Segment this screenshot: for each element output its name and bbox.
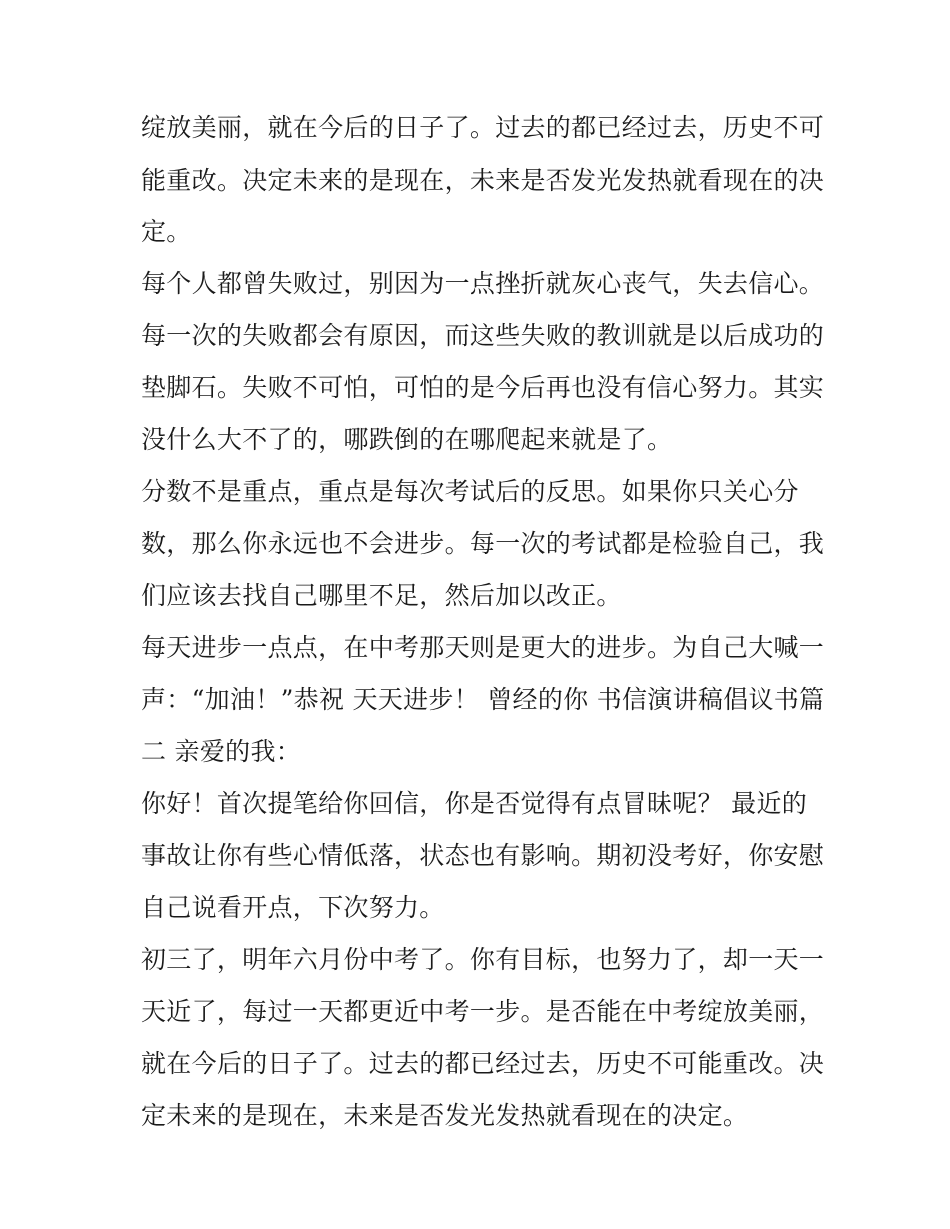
text-line: 二 亲爱的我： xyxy=(141,737,302,766)
text-line: 事故让你有些心情低落，状态也有影响。期初没考好，你安慰 xyxy=(141,841,825,870)
text-line: 数，那么你永远也不会进步。每一次的考试都是检验自己，我 xyxy=(141,529,825,558)
text-line: 天近了，每过一天都更近中考一步。是否能在中考绽放美丽， xyxy=(141,997,825,1026)
text-line: 你好！首次提笔给你回信，你是否觉得有点冒昧呢？ 最近的 xyxy=(141,789,808,818)
text-line: 没什么大不了的，哪跌倒的在哪爬起来就是了。 xyxy=(141,425,673,454)
text-line: 声：“加油！”恭祝 天天进步！ 曾经的你 书信演讲稿倡议书篇 xyxy=(141,685,825,714)
text-line: 定未来的是现在，未来是否发光发热就看现在的决定。 xyxy=(141,1101,749,1130)
text-line: 初三了，明年六月份中考了。你有目标，也努力了，却一天一 xyxy=(141,945,825,974)
text-line: 每个人都曾失败过，别因为一点挫折就灰心丧气，失去信心。 xyxy=(141,269,825,298)
text-line: 们应该去找自己哪里不足，然后加以改正。 xyxy=(141,581,622,610)
text-line: 自己说看开点，下次努力。 xyxy=(141,893,445,922)
text-line: 绽放美丽，就在今后的日子了。过去的都已经过去，历史不可 xyxy=(141,113,825,142)
text-line: 垫脚石。失败不可怕，可怕的是今后再也没有信心努力。其实 xyxy=(141,373,825,402)
text-line: 每天进步一点点，在中考那天则是更大的进步。为自己大喊一 xyxy=(141,633,825,662)
text-line: 定。 xyxy=(141,217,192,246)
text-line: 能重改。决定未来的是现在，未来是否发光发热就看现在的决 xyxy=(141,166,825,195)
text-line: 分数不是重点，重点是每次考试后的反思。如果你只关心分 xyxy=(141,477,799,506)
text-line: 就在今后的日子了。过去的都已经过去，历史不可能重改。决 xyxy=(141,1049,825,1078)
text-line: 每一次的失败都会有原因，而这些失败的教训就是以后成功的 xyxy=(141,321,825,350)
